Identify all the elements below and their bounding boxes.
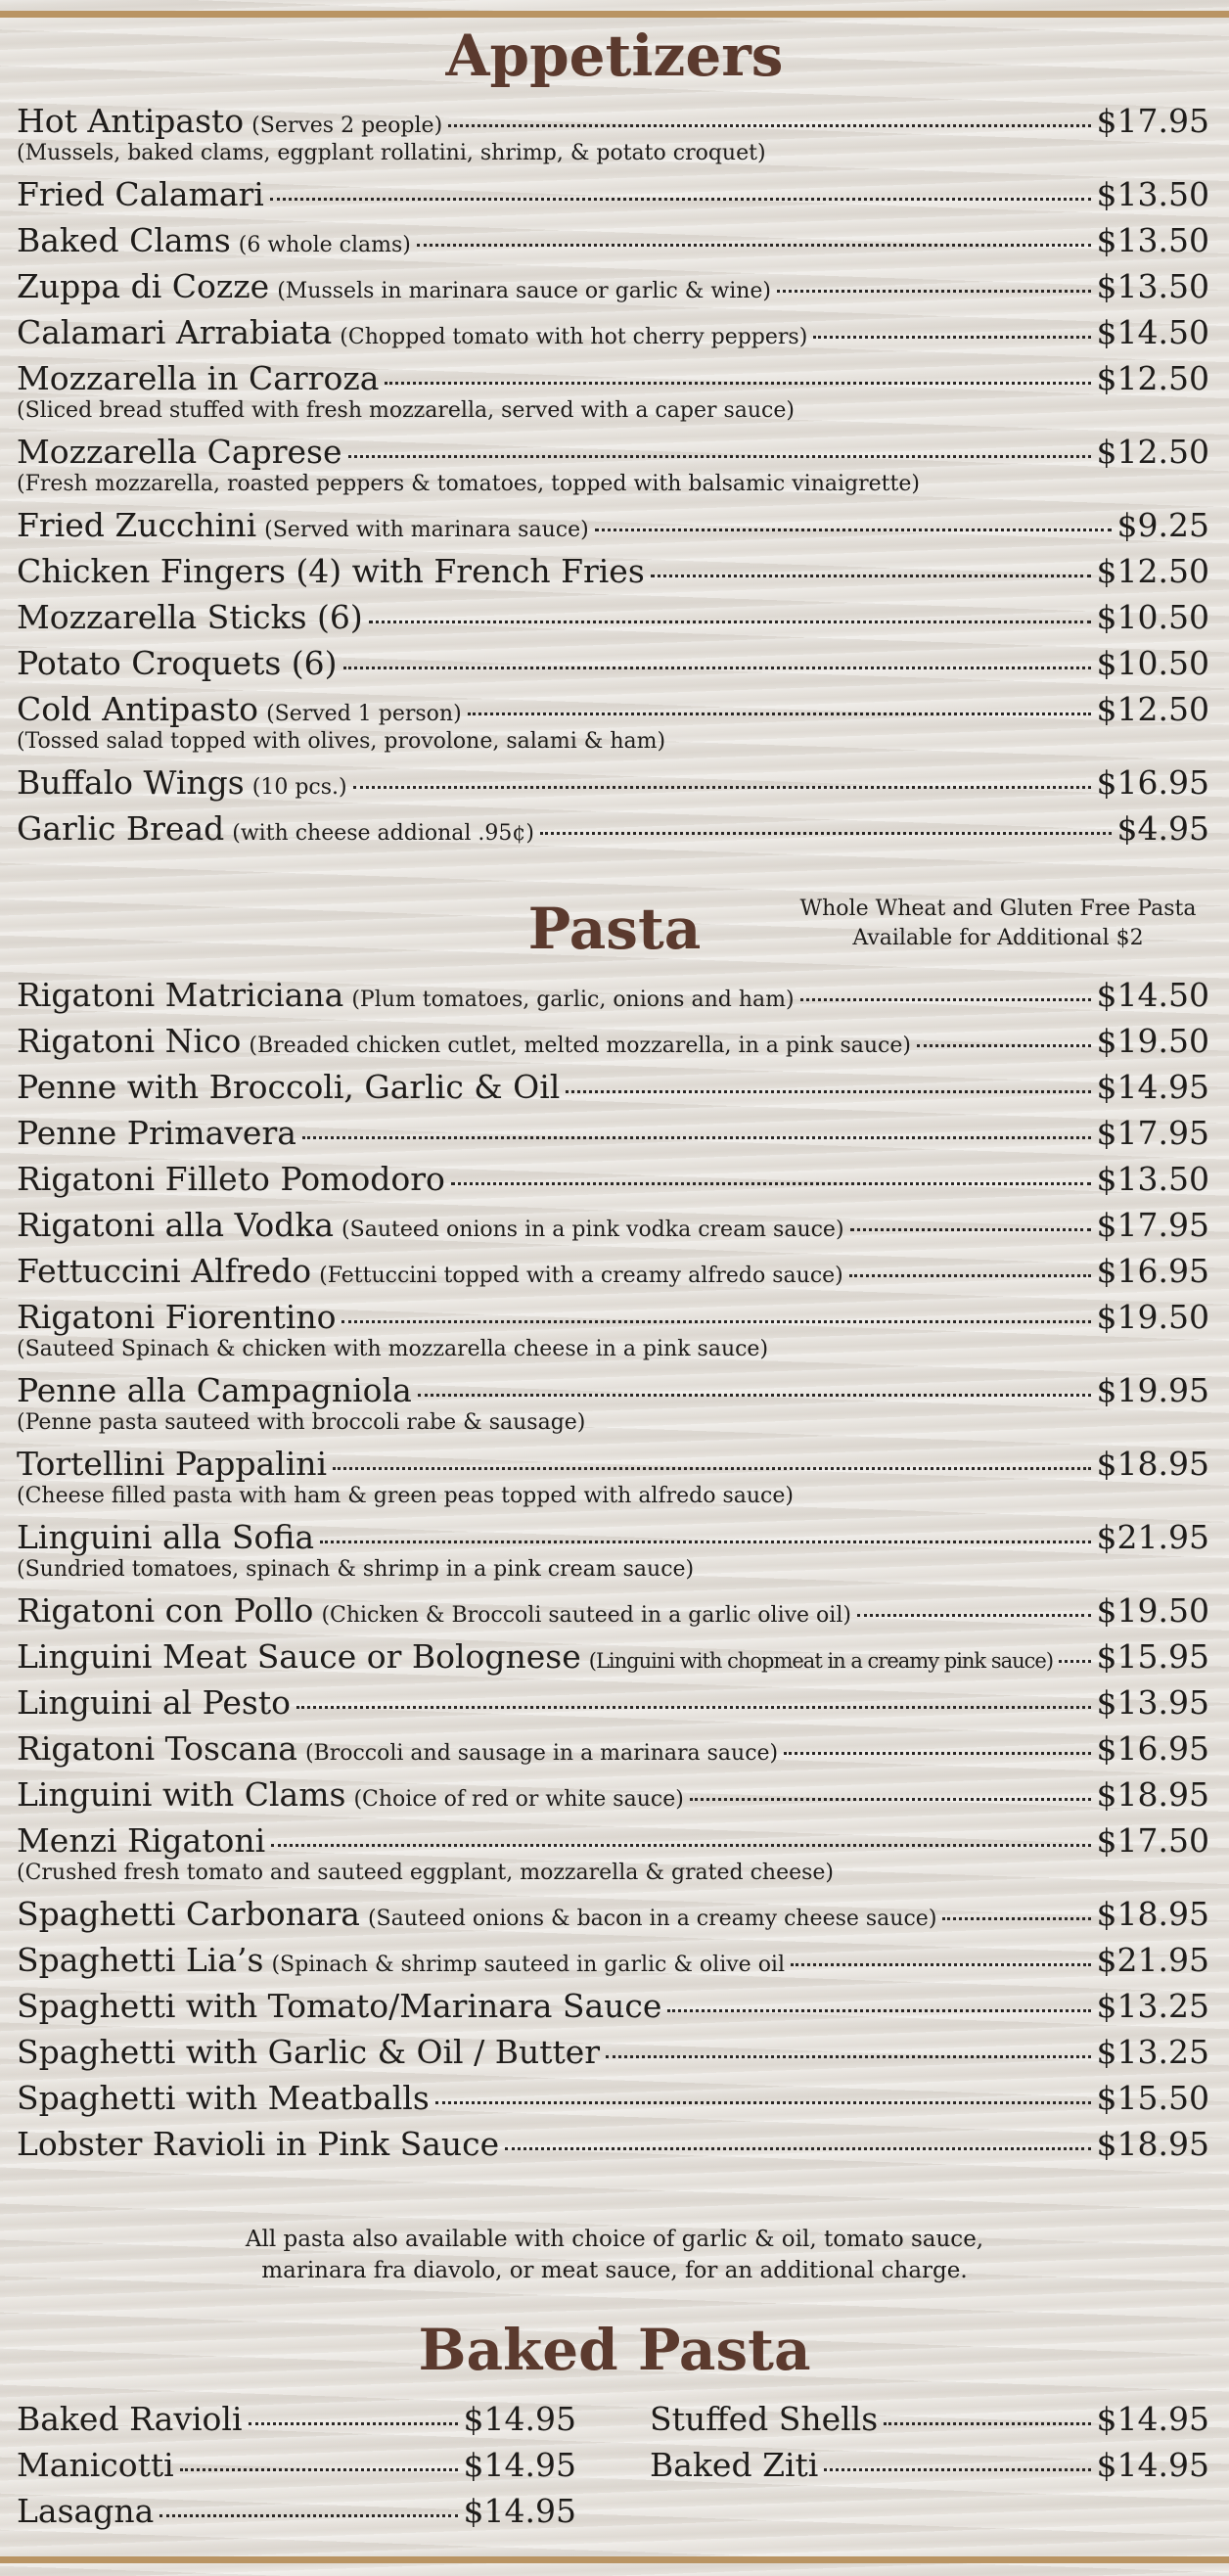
menu-item-name: Spaghetti with Garlic & Oil / Butter xyxy=(17,2033,601,2071)
baked-item-name: Stuffed Shells xyxy=(650,2400,879,2438)
menu-item-note: (with cheese addional .95¢) xyxy=(232,821,534,846)
menu-item-name: Linguini Meat Sauce or Bolognese xyxy=(17,1637,581,1676)
menu-item-row xyxy=(17,1110,1209,1156)
menu-item-row xyxy=(17,594,1209,640)
bottom-border xyxy=(0,2556,1229,2563)
baked-item-price: $14.95 xyxy=(463,2400,576,2438)
dot-leader xyxy=(813,336,1090,339)
baked-item-name: Lasagna xyxy=(17,2492,155,2530)
menu-item-name: Mozzarella Sticks (6) xyxy=(17,598,363,636)
menu-item-price: $21.95 xyxy=(1096,1941,1209,1979)
menu-item-row xyxy=(17,1679,1209,1725)
pasta-list xyxy=(17,972,1209,2167)
menu-item-price: $13.25 xyxy=(1096,1987,1209,2025)
menu-item-price: $16.95 xyxy=(1096,1729,1209,1768)
menu-item-row xyxy=(17,171,1209,217)
menu-item-note: (Linguini with chopmeat in a creamy pink sauce) xyxy=(588,1649,1054,1673)
dot-leader xyxy=(651,575,1091,577)
menu-item-note: (Mussels in marinara sauce or garlic & wine) xyxy=(277,279,772,303)
dot-leader xyxy=(353,786,1091,789)
dot-leader xyxy=(784,1752,1090,1755)
menu-item-row xyxy=(17,429,1209,475)
dot-leader xyxy=(270,198,1091,201)
dot-leader xyxy=(180,2468,458,2471)
menu-item-name: Potato Croquets (6) xyxy=(17,644,338,682)
dot-leader xyxy=(791,1963,1091,1966)
menu-item-name: Rigatoni alla Vodka xyxy=(17,1206,335,1244)
menu-item-price: $19.50 xyxy=(1096,1591,1209,1630)
menu-item-note: (Sauteed onions & bacon in a creamy cheese sauce) xyxy=(367,1907,937,1931)
menu-item-name: Linguini al Pesto xyxy=(17,1683,291,1722)
appetizers-list xyxy=(17,98,1209,851)
baked-item-row xyxy=(17,2442,576,2488)
menu-item-price: $17.95 xyxy=(1096,102,1209,140)
baked-item-name: Manicotti xyxy=(17,2446,174,2484)
menu-item-note: (Choice of red or white sauce) xyxy=(353,1787,684,1812)
menu-item-row xyxy=(17,640,1209,686)
menu-item-price: $16.95 xyxy=(1096,1252,1209,1290)
menu-item-note: (Served with marinara sauce) xyxy=(264,518,589,542)
menu-item-price: $15.95 xyxy=(1096,1637,1209,1676)
baked-pasta-right-column xyxy=(650,2396,1209,2488)
dot-leader xyxy=(333,1467,1090,1470)
menu-item-name: Calamari Arrabiata xyxy=(17,313,333,351)
pasta-footer-line-1: All pasta also available with choice of garlic & oil, tomato sauce, xyxy=(245,2227,984,2252)
menu-item-description: (Penne pasta sauteed with broccoli rabe & sausage) xyxy=(17,1410,586,1435)
pasta-heading: Pasta xyxy=(527,896,702,962)
baked-pasta-heading: Baked Pasta xyxy=(418,2317,811,2383)
menu-item-price: $12.50 xyxy=(1096,359,1209,397)
menu-item-price: $14.50 xyxy=(1096,976,1209,1014)
menu-item-price: $10.50 xyxy=(1096,644,1209,682)
baked-item-row xyxy=(650,2442,1209,2488)
dot-leader xyxy=(857,1614,1091,1617)
menu-item-row xyxy=(17,1633,1209,1679)
menu-item-name: Penne Primavera xyxy=(17,1114,296,1152)
menu-item-name: Fettuccini Alfredo xyxy=(17,1252,312,1290)
dot-leader xyxy=(824,2468,1090,2471)
dot-leader xyxy=(777,290,1091,293)
menu-item-row xyxy=(17,1817,1209,1863)
menu-item-price: $14.50 xyxy=(1096,313,1209,351)
menu-item-price: $9.25 xyxy=(1116,506,1209,544)
pasta-side-note xyxy=(773,895,1223,953)
menu-item-row xyxy=(17,686,1209,732)
pasta-footer-note xyxy=(0,2224,1229,2286)
menu-item-description: (Fresh mozzarella, roasted peppers & tomatoes, topped with balsamic vinaigrette) xyxy=(17,472,920,496)
menu-item-note: (Serves 2 people) xyxy=(251,114,443,138)
dot-leader xyxy=(667,2009,1090,2012)
menu-item-price: $13.50 xyxy=(1096,267,1209,305)
menu-item-row xyxy=(17,1202,1209,1248)
menu-item-row xyxy=(17,1891,1209,1937)
menu-item-row xyxy=(17,1064,1209,1110)
menu-item-name: Spaghetti Carbonara xyxy=(17,1895,360,1933)
menu-item-note: (Chopped tomato with hot cherry peppers) xyxy=(340,325,808,349)
menu-item-price: $18.95 xyxy=(1096,1775,1209,1814)
dot-leader xyxy=(606,2055,1091,2058)
menu-item-row xyxy=(17,1587,1209,1633)
menu-item-row xyxy=(17,263,1209,309)
dot-leader xyxy=(435,2101,1091,2104)
dot-leader xyxy=(690,1798,1091,1801)
baked-item-row xyxy=(650,2396,1209,2442)
menu-item-name: Tortellini Pappalini xyxy=(17,1445,328,1483)
menu-item-price: $14.95 xyxy=(1096,1068,1209,1106)
menu-item-name: Penne with Broccoli, Garlic & Oil xyxy=(17,1068,561,1106)
menu-item-note: (Breaded chicken cutlet, melted mozzarella, in a pink sauce) xyxy=(249,1034,911,1058)
menu-item-name: Rigatoni Nico xyxy=(17,1022,242,1060)
menu-item-price: $19.95 xyxy=(1096,1371,1209,1409)
dot-leader xyxy=(566,1090,1090,1093)
menu-item-price: $12.50 xyxy=(1096,552,1209,590)
menu-item-description: (Crushed fresh tomato and sauteed eggplant, mozzarella & grated cheese) xyxy=(17,1861,835,1885)
menu-item-name: Buffalo Wings xyxy=(17,763,245,802)
menu-item-price: $12.50 xyxy=(1096,433,1209,471)
baked-item-price: $14.95 xyxy=(1096,2400,1209,2438)
menu-item-price: $13.50 xyxy=(1096,221,1209,259)
menu-item-note: (10 pcs.) xyxy=(251,775,347,800)
menu-item-row xyxy=(17,548,1209,594)
baked-item-name: Baked Ziti xyxy=(650,2446,819,2484)
dot-leader xyxy=(385,382,1090,385)
dot-leader xyxy=(418,1394,1091,1397)
menu-item-row xyxy=(17,759,1209,805)
menu-item-description: (Sundried tomatoes, spinach & shrimp in a pink cream sauce) xyxy=(17,1557,695,1582)
menu-item-name: Spaghetti with Meatballs xyxy=(17,2079,430,2117)
dot-leader xyxy=(800,998,1091,1001)
baked-item-price: $14.95 xyxy=(463,2492,576,2530)
menu-item-name: Linguini with Clams xyxy=(17,1775,346,1814)
dot-leader xyxy=(448,124,1090,127)
dot-leader xyxy=(320,1541,1090,1543)
menu-item-name: Hot Antipasto xyxy=(17,102,245,140)
menu-item-row xyxy=(17,1725,1209,1771)
menu-item-row xyxy=(17,309,1209,355)
menu-item-name: Lobster Ravioli in Pink Sauce xyxy=(17,2125,500,2163)
menu-item-price: $18.95 xyxy=(1096,2125,1209,2163)
menu-item-name: Penne alla Campagniola xyxy=(17,1371,412,1409)
menu-item-row xyxy=(17,805,1209,851)
menu-item-row xyxy=(17,1248,1209,1294)
menu-item-name: Mozzarella Caprese xyxy=(17,433,342,471)
menu-item-price: $18.95 xyxy=(1096,1895,1209,1933)
baked-item-row xyxy=(17,2396,576,2442)
baked-item-price: $14.95 xyxy=(463,2446,576,2484)
dot-leader xyxy=(540,832,1112,835)
dot-leader xyxy=(341,1320,1090,1323)
menu-item-note: (Broccoli and sausage in a marinara sauce) xyxy=(304,1741,779,1766)
dot-leader xyxy=(884,2422,1090,2425)
menu-item-price: $4.95 xyxy=(1116,809,1209,848)
menu-item-price: $19.50 xyxy=(1096,1022,1209,1060)
menu-item-row xyxy=(17,217,1209,263)
menu-item-name: Fried Calamari xyxy=(17,175,264,213)
menu-item-note: (Fettuccini topped with a creamy alfredo sauce) xyxy=(319,1264,843,1288)
menu-item-note: (Spinach & shrimp sauteed in garlic & olive oil xyxy=(271,1953,786,1977)
dot-leader xyxy=(249,2422,458,2425)
menu-item-description: (Tossed salad topped with olives, provolone, salami & ham) xyxy=(17,729,666,754)
menu-item-note: (Sauteed onions in a pink vodka cream sauce) xyxy=(341,1218,844,1242)
menu-item-price: $19.50 xyxy=(1096,1298,1209,1336)
menu-item-price: $17.95 xyxy=(1096,1114,1209,1152)
menu-item-price: $10.50 xyxy=(1096,598,1209,636)
dot-leader xyxy=(1059,1660,1090,1663)
menu-item-name: Rigatoni Filleto Pomodoro xyxy=(17,1160,445,1198)
menu-item-name: Mozzarella in Carroza xyxy=(17,359,380,397)
menu-item-row xyxy=(17,972,1209,1018)
menu-item-price: $13.50 xyxy=(1096,175,1209,213)
menu-item-row xyxy=(17,1367,1209,1413)
menu-item-price: $16.95 xyxy=(1096,763,1209,802)
menu-item-note: (Plum tomatoes, garlic, onions and ham) xyxy=(351,988,795,1012)
menu-item-name: Rigatoni Matriciana xyxy=(17,976,344,1014)
menu-item-description: (Sauteed Spinach & chicken with mozzarella cheese in a pink sauce) xyxy=(17,1337,769,1361)
menu-item-row xyxy=(17,355,1209,401)
menu-item-row xyxy=(17,2075,1209,2121)
menu-item-row xyxy=(17,1937,1209,1983)
menu-item-row xyxy=(17,1441,1209,1487)
menu-item-note: (6 whole clams) xyxy=(238,233,411,257)
menu-item-row xyxy=(17,1771,1209,1817)
menu-item-name: Spaghetti Lia’s xyxy=(17,1941,264,1979)
menu-item-description: (Sliced bread stuffed with fresh mozzarella, served with a caper sauce) xyxy=(17,398,795,423)
pasta-side-note-line-1: Whole Wheat and Gluten Free Pasta xyxy=(799,897,1197,921)
menu-item-name: Fried Zucchini xyxy=(17,506,257,544)
dot-leader xyxy=(417,244,1091,247)
dot-leader xyxy=(451,1182,1091,1185)
dot-leader xyxy=(942,1917,1090,1920)
dot-leader xyxy=(595,529,1112,531)
top-border xyxy=(0,11,1229,18)
menu-item-price: $17.95 xyxy=(1096,1206,1209,1244)
dot-leader xyxy=(296,1706,1091,1709)
menu-item-name: Baked Clams xyxy=(17,221,231,259)
menu-item-price: $21.95 xyxy=(1096,1518,1209,1556)
appetizers-heading: Appetizers xyxy=(445,23,784,89)
menu-item-price: $17.50 xyxy=(1096,1821,1209,1860)
menu-item-name: Zuppa di Cozze xyxy=(17,267,270,305)
pasta-side-note-line-2: Available for Additional $2 xyxy=(852,926,1144,950)
baked-item-name: Baked Ravioli xyxy=(17,2400,243,2438)
dot-leader xyxy=(917,1044,1091,1047)
baked-item-row xyxy=(17,2488,576,2534)
menu-item-row xyxy=(17,1156,1209,1202)
menu-item-row xyxy=(17,2029,1209,2075)
dot-leader xyxy=(271,1844,1090,1847)
menu-item-name: Rigatoni Fiorentino xyxy=(17,1298,337,1336)
menu-item-name: Rigatoni Toscana xyxy=(17,1729,297,1768)
menu-item-row xyxy=(17,1983,1209,2029)
dot-leader xyxy=(348,455,1091,458)
menu-item-description: (Mussels, baked clams, eggplant rollatini, shrimp, & potato croquet) xyxy=(17,141,766,165)
menu-item-price: $15.50 xyxy=(1096,2079,1209,2117)
menu-item-name: Spaghetti with Tomato/Marinara Sauce xyxy=(17,1987,662,2025)
menu-item-name: Linguini alla Sofia xyxy=(17,1518,315,1556)
dot-leader xyxy=(159,2514,457,2517)
menu-item-price: $13.95 xyxy=(1096,1683,1209,1722)
dot-leader xyxy=(505,2147,1090,2150)
dot-leader xyxy=(850,1228,1091,1231)
dot-leader xyxy=(369,621,1091,623)
dot-leader xyxy=(849,1274,1091,1277)
menu-item-row xyxy=(17,2121,1209,2167)
menu-item-price: $13.25 xyxy=(1096,2033,1209,2071)
baked-item-price: $14.95 xyxy=(1096,2446,1209,2484)
menu-item-row xyxy=(17,1514,1209,1560)
menu-item-name: Chicken Fingers (4) with French Fries xyxy=(17,552,645,590)
dot-leader xyxy=(302,1136,1091,1139)
menu-item-price: $18.95 xyxy=(1096,1445,1209,1483)
menu-item-description: (Cheese filled pasta with ham & green peas topped with alfredo sauce) xyxy=(17,1484,794,1508)
menu-item-price: $12.50 xyxy=(1096,690,1209,728)
menu-item-row xyxy=(17,1294,1209,1340)
menu-item-name: Menzi Rigatoni xyxy=(17,1821,266,1860)
menu-item-name: Cold Antipasto xyxy=(17,690,259,728)
menu-item-note: (Served 1 person) xyxy=(266,702,462,726)
dot-leader xyxy=(343,667,1091,669)
menu-item-note: (Chicken & Broccoli sauteed in a garlic olive oil) xyxy=(321,1603,851,1628)
pasta-footer-line-2: marinara fra diavolo, or meat sauce, for an additional charge. xyxy=(261,2258,968,2283)
menu-item-row xyxy=(17,502,1209,548)
menu-item-price: $13.50 xyxy=(1096,1160,1209,1198)
dot-leader xyxy=(468,713,1091,715)
menu-item-row xyxy=(17,1018,1209,1064)
baked-pasta-left-column xyxy=(17,2396,576,2534)
menu-item-name: Garlic Bread xyxy=(17,809,225,848)
menu-item-name: Rigatoni con Pollo xyxy=(17,1591,314,1630)
menu-item-row xyxy=(17,98,1209,144)
